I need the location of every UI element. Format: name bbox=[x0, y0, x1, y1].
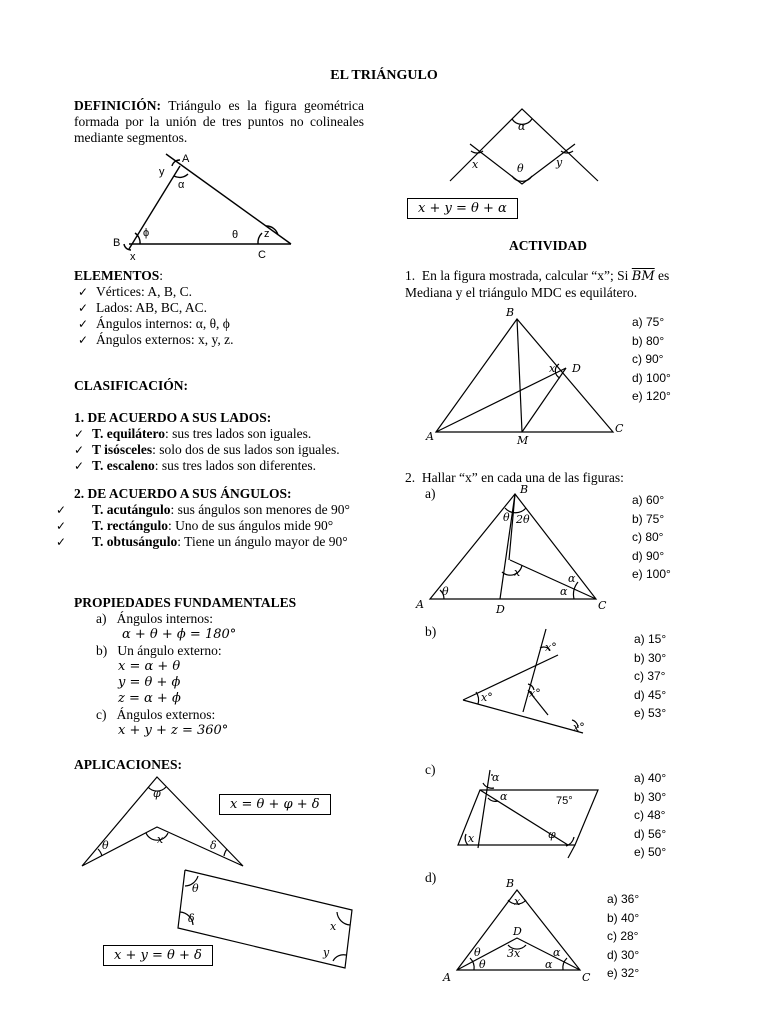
fig2-theta: θ bbox=[192, 882, 199, 895]
vertex-c-label: C bbox=[258, 249, 266, 261]
elements-heading: ELEMENTOS bbox=[74, 268, 160, 283]
q2a-alpha-1: α bbox=[568, 572, 576, 585]
option[interactable]: e) 120° bbox=[632, 389, 671, 403]
q2a-x: x bbox=[514, 566, 521, 579]
question-1-text: 1. En la figura mostrada, calcular “x”; Si $\overline{BM}$ es Mediana y el triángulo MDC es equilátero. bbox=[405, 268, 670, 300]
option[interactable]: c) 48° bbox=[634, 808, 666, 822]
sides-heading: 1. DE ACUERDO A SUS LADOS: bbox=[74, 410, 272, 425]
q1-vertex-m: M bbox=[517, 434, 529, 447]
elements-section: ELEMENTOS: ✓ Vértices: A, B, C. ✓ Lados: AB, BC, AC. ✓ Ángulos internos: α, θ, ϕ ✓ Ángulos externos: x, y, z. bbox=[74, 268, 233, 348]
option[interactable]: d) 90° bbox=[632, 548, 665, 563]
option[interactable]: a) 60° bbox=[632, 493, 665, 507]
q2c-75: 75° bbox=[556, 795, 573, 807]
angle-x-label: x bbox=[130, 251, 136, 263]
option[interactable]: c) 90° bbox=[632, 352, 664, 366]
q2d-alpha-1: α bbox=[553, 946, 561, 959]
properties-section: PROPIEDADES FUNDAMENTALES a) Ángulos internos: α + θ + ϕ = 180° b) Un ángulo externo: x = α + θ y = θ + ϕ z = α + ϕ c) Ángulos externos: x + y + z = 360° bbox=[74, 595, 374, 739]
properties-heading: PROPIEDADES FUNDAMENTALES bbox=[74, 595, 297, 610]
fig1-x: x bbox=[157, 833, 164, 846]
fig1-phi: φ bbox=[153, 787, 161, 800]
question-2-text: 2. Hallar “x” en cada una de las figuras: bbox=[405, 470, 624, 485]
formula-exterior-y: y = θ + ϕ bbox=[118, 675, 181, 690]
angles-heading: 2. DE ACUERDO A SUS ÁNGULOS: bbox=[74, 486, 292, 501]
list-item: ✓ T. acutángulo: sus ángulos son menores de 90° bbox=[74, 502, 370, 518]
q2d-label: d) bbox=[425, 870, 437, 885]
option[interactable]: b) 40° bbox=[607, 910, 640, 925]
option[interactable]: a) 75° bbox=[632, 315, 665, 329]
option[interactable]: c) 80° bbox=[632, 530, 664, 544]
option[interactable]: e) 100° bbox=[632, 567, 671, 581]
q1-vertex-d: D bbox=[572, 362, 581, 375]
elements-item: ✓ Vértices: A, B, C. bbox=[74, 284, 233, 300]
list-item: ✓ T isósceles: solo dos de sus lados son iguales. bbox=[74, 442, 374, 458]
elements-item: ✓ Ángulos externos: x, y, z. bbox=[74, 332, 233, 348]
formula-exterior-sum: x + y + z = 360° bbox=[118, 723, 229, 738]
fig2-y: y bbox=[323, 946, 330, 959]
q2b-x-3: x° bbox=[529, 687, 541, 700]
option[interactable]: d) 100° bbox=[632, 370, 671, 385]
formula-exterior-z: z = α + ϕ bbox=[118, 691, 181, 706]
formula-box-top: x + y = θ + α bbox=[407, 198, 518, 219]
definition-label: DEFINICIÓN: bbox=[74, 98, 162, 113]
top-y: y bbox=[556, 156, 563, 169]
list-item: ✓ T. rectángulo: Uno de sus ángulos mide 90° bbox=[74, 518, 370, 534]
q1-vertex-b: B bbox=[506, 306, 515, 319]
q2d-x: x bbox=[514, 895, 521, 908]
vertex-b-label: B bbox=[113, 237, 121, 249]
q2a-label: a) bbox=[425, 486, 436, 501]
q2a-vertex-b: B bbox=[520, 483, 529, 496]
q2c-label: c) bbox=[425, 762, 436, 777]
fig2-x: x bbox=[330, 920, 337, 933]
formula-box-2: x + y = θ + δ bbox=[103, 945, 213, 966]
option[interactable]: d) 56° bbox=[634, 826, 667, 841]
q2a-theta: θ bbox=[503, 511, 510, 524]
angle-y-label: y bbox=[159, 166, 165, 178]
page-title: EL TRIÁNGULO bbox=[330, 68, 438, 83]
option[interactable]: c) 37° bbox=[634, 669, 666, 683]
q1-vertex-a: A bbox=[426, 430, 434, 443]
q2a-vertex-c: C bbox=[598, 599, 607, 612]
formula-exterior-x: x = α + θ bbox=[118, 659, 181, 674]
q2d-vertex-b: B bbox=[506, 877, 515, 890]
option[interactable]: b) 80° bbox=[632, 333, 665, 348]
option[interactable]: b) 30° bbox=[634, 650, 667, 665]
q2c-phi: φ bbox=[548, 828, 556, 841]
option[interactable]: e) 50° bbox=[634, 845, 667, 859]
elements-item: ✓ Ángulos internos: α, θ, ϕ bbox=[74, 316, 233, 332]
angle-alpha-label: α bbox=[178, 179, 185, 191]
top-theta: θ bbox=[517, 162, 524, 175]
q1-vertex-c: C bbox=[615, 422, 624, 435]
q2b-x-2: x° bbox=[481, 691, 493, 704]
fig1-delta: δ bbox=[210, 839, 217, 852]
list-item: ✓ T. equilátero: sus tres lados son iguales. bbox=[74, 426, 374, 442]
fig2-delta: δ bbox=[188, 912, 195, 925]
q2b-label: b) bbox=[425, 624, 437, 639]
option[interactable]: a) 36° bbox=[607, 892, 640, 906]
option[interactable]: d) 30° bbox=[607, 947, 640, 962]
q2a-theta-base: θ bbox=[442, 585, 449, 598]
option[interactable]: a) 15° bbox=[634, 632, 667, 646]
q2b-x-4: x° bbox=[573, 721, 585, 734]
activity-heading: ACTIVIDAD bbox=[509, 238, 588, 253]
q2d-alpha-2: α bbox=[545, 958, 553, 971]
option[interactable]: d) 45° bbox=[634, 687, 667, 702]
formula-internal-angles: α + θ + ϕ = 180° bbox=[122, 627, 237, 642]
q2d-theta-1: θ bbox=[474, 946, 481, 959]
vertex-a-label: A bbox=[182, 153, 190, 165]
top-x: x bbox=[472, 158, 479, 171]
q2a-two-theta: 2θ bbox=[516, 513, 530, 526]
q2c-alpha-1: α bbox=[492, 771, 500, 784]
angle-theta-label: θ bbox=[232, 229, 239, 241]
classification-heading: CLASIFICACIÓN: bbox=[74, 378, 189, 393]
q1-x: x bbox=[549, 362, 556, 375]
elements-item: ✓ Lados: AB, BC, AC. bbox=[74, 300, 233, 316]
angle-phi-label: ϕ bbox=[143, 227, 150, 239]
top-alpha: α bbox=[518, 120, 526, 133]
list-item: ✓ T. escaleno: sus tres lados son diferentes. bbox=[74, 458, 374, 474]
q2a-alpha-2: α bbox=[560, 585, 568, 598]
option[interactable]: b) 30° bbox=[634, 789, 667, 804]
option[interactable]: c) 28° bbox=[607, 929, 639, 943]
fig1-theta: θ bbox=[102, 839, 109, 852]
q2a-vertex-d: D bbox=[496, 603, 505, 616]
q2d-vertex-a: A bbox=[443, 971, 451, 984]
angle-z-label: z bbox=[264, 228, 270, 240]
q2c-x: x bbox=[468, 832, 475, 845]
q2c-alpha-2: α bbox=[500, 790, 508, 803]
option[interactable]: b) 75° bbox=[632, 511, 665, 526]
q2d-theta-2: θ bbox=[479, 958, 486, 971]
q2b-x-1: x° bbox=[545, 641, 557, 654]
q2d-options bbox=[607, 890, 639, 983]
q2d-vertex-d: D bbox=[513, 925, 522, 938]
formula-box-1: x = θ + φ + δ bbox=[219, 794, 331, 815]
q2a-vertex-a: A bbox=[416, 598, 424, 611]
list-item: ✓ T. obtusángulo: Tiene un ángulo mayor de 90° bbox=[74, 534, 362, 550]
q2d-three-x: 3x bbox=[507, 947, 521, 960]
definition-text: Triángulo es la figura geométrica formada por la unión de tres puntos no colineales mediante segmentos. bbox=[74, 98, 364, 145]
option[interactable]: a) 40° bbox=[634, 771, 667, 785]
applications-heading: APLICACIONES: bbox=[74, 757, 183, 772]
option[interactable]: e) 32° bbox=[607, 966, 640, 980]
option[interactable]: e) 53° bbox=[634, 706, 667, 720]
q2d-vertex-c: C bbox=[582, 971, 591, 984]
